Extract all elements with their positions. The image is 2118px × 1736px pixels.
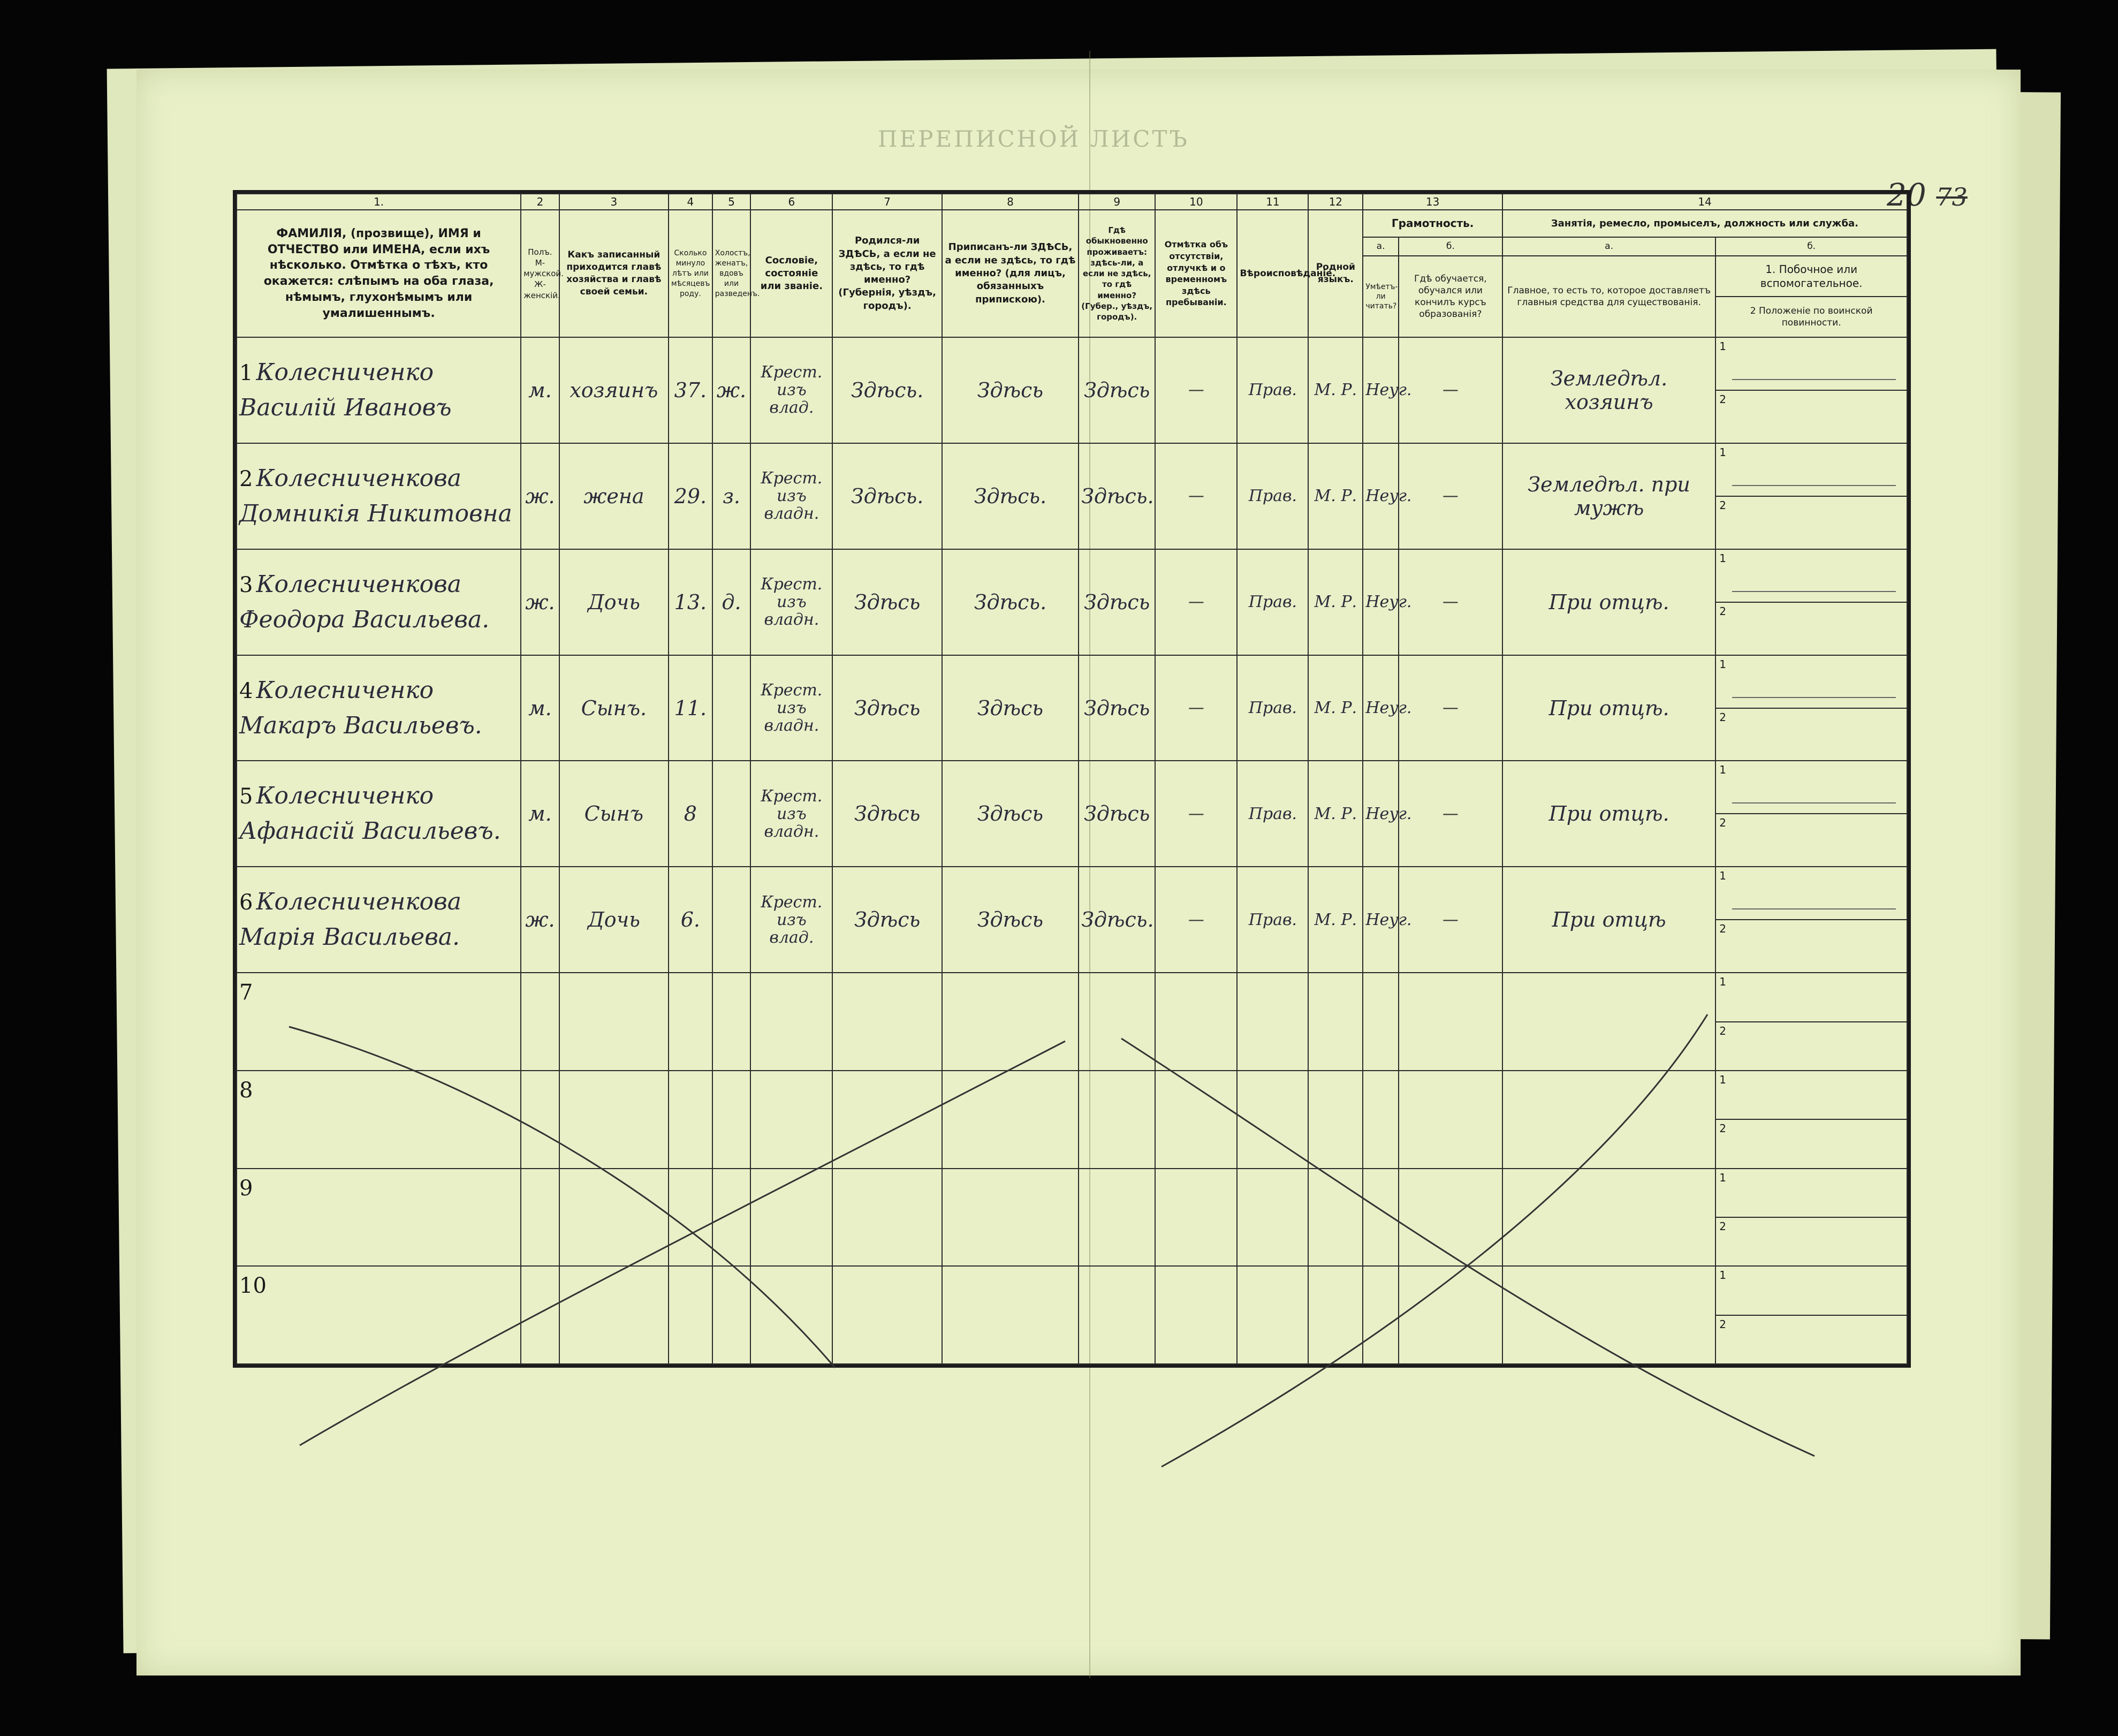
age-cell: 13. (669, 549, 712, 655)
marital-cell (712, 655, 751, 761)
empty-cell (832, 1266, 942, 1364)
secondary-split (1716, 656, 1907, 761)
relation-cell: хозяинъ (559, 337, 669, 443)
header-education: Гдѣ обучается, обучался или кончилъ курсъ образованія? (1399, 256, 1502, 337)
empty-cell (521, 1266, 559, 1364)
subrow-label: 2 (1719, 1219, 1727, 1233)
header-secondary-2: 2 Положеніе по воинской повинности. (1750, 305, 1873, 328)
secondary-split (1716, 761, 1907, 866)
empty-cell (1363, 1071, 1398, 1169)
secondary-occupation-cell (1715, 973, 1907, 1071)
blank-line (1732, 379, 1896, 380)
subrow-label: 1 (1719, 657, 1727, 671)
age-cell: 11. (669, 655, 712, 761)
empty-cell (1155, 1071, 1237, 1169)
secondary-2 (1716, 920, 1907, 972)
marital-cell (712, 867, 751, 973)
literacy-cell: Неуг. (1363, 761, 1398, 867)
subrow-label: 1 (1719, 1073, 1727, 1086)
education-cell: — (1399, 443, 1502, 549)
empty-cell (1237, 1071, 1308, 1169)
header-residence: Гдѣ обыкновенно проживаетъ: здѣсь-ли, а если не здѣсь, то гдѣ именно? (Губер., уѣздъ, городъ). (1079, 210, 1155, 337)
estate-cell: Крест. изъ владн. (750, 549, 832, 655)
residence-cell: Здѣсь (1079, 655, 1155, 761)
given-name: Афанасій Васильевъ. (239, 817, 501, 845)
given-name: Василій Ивановъ (239, 393, 452, 421)
empty-cell (521, 1071, 559, 1169)
empty-table-row (237, 1071, 1907, 1169)
empty-cell (750, 973, 832, 1071)
sex-cell: ж. (521, 443, 559, 549)
header-sex: Полъ. М-мужской. Ж-женскій. (521, 210, 559, 337)
colnum-1: 1. (237, 194, 521, 210)
colnum-14: 14 (1502, 194, 1907, 210)
estate-cell: Крест. изъ владн. (750, 761, 832, 867)
secondary-occupation-cell (1715, 761, 1907, 867)
empty-cell (750, 1266, 832, 1364)
secondary-occupation-cell (1715, 867, 1907, 973)
language-cell: М. Р. (1308, 655, 1363, 761)
secondary-1 (1716, 656, 1907, 709)
secondary-1 (1716, 761, 1907, 814)
person-name (237, 337, 521, 443)
secondary-2 (1716, 709, 1907, 761)
empty-cell (750, 1071, 832, 1169)
person-name (237, 867, 521, 973)
empty-cell (712, 1169, 751, 1267)
empty-cell (712, 1071, 751, 1169)
empty-cell (832, 973, 942, 1071)
empty-cell (942, 1266, 1079, 1364)
birthplace-cell: Здѣсь (832, 867, 942, 973)
secondary-split (1716, 867, 1907, 972)
census-form (233, 190, 1911, 1368)
empty-cell (669, 1169, 712, 1267)
age-cell: 29. (669, 443, 712, 549)
header-name: ФАМИЛІЯ, (прозвище), ИМЯ и ОТЧЕСТВО или ИМЕНА, если ихъ нѣсколько. Отмѣтка о тѣхъ, кто окажется: слѣпымъ на оба глаза, нѣмымъ, глухонѣмымъ или умалишеннымъ. (237, 210, 521, 337)
subrow-label: 2 (1719, 498, 1727, 512)
secondary-1 (1716, 338, 1907, 391)
header-birthplace: Родился-ли ЗДѢСЬ, а если не здѣсь, то гдѣ именно? (Губернія, уѣздъ, городъ). (832, 210, 942, 337)
subrow-label: 2 (1719, 604, 1727, 618)
relation-cell: жена (559, 443, 669, 549)
column-number-row (237, 194, 1907, 210)
census-table (236, 193, 1908, 1364)
row-number: 4 (239, 678, 253, 703)
header-can-read: Умѣетъ-ли читать? (1363, 256, 1398, 337)
empty-cell (1079, 973, 1155, 1071)
subrow-label: 2 (1719, 1317, 1727, 1331)
header-occupation-b-letter: б. (1715, 237, 1907, 256)
residence-cell: Здѣсь (1079, 337, 1155, 443)
marital-cell: ж. (712, 337, 751, 443)
occupation-cell: При отцѣ. (1502, 655, 1715, 761)
header-relation: Какъ записанный приходится главѣ хозяйства и главѣ своей семьи. (559, 210, 669, 337)
age-cell: 8 (669, 761, 712, 867)
colnum-2: 2 (521, 194, 559, 210)
table-row (237, 655, 1907, 761)
subrow-label: 2 (1719, 1122, 1727, 1135)
surname: Колесниченкова (256, 570, 462, 598)
empty-cell (1155, 973, 1237, 1071)
birthplace-cell: Здѣсь. (832, 443, 942, 549)
secondary-1 (1716, 867, 1907, 920)
subrow-label: 1 (1719, 339, 1727, 353)
header-main-occupation: Главное, то есть то, которое доставляетъ главныя средства для существованія. (1502, 256, 1715, 337)
residence-cell: Здѣсь (1079, 761, 1155, 867)
relation-cell: Сынъ. (559, 655, 669, 761)
sex-cell: ж. (521, 867, 559, 973)
header-marital: Холостъ, женатъ, вдовъ или разведенъ. (712, 210, 751, 337)
empty-row-number-cell (237, 1071, 521, 1169)
absence-cell: — (1155, 655, 1237, 761)
religion-cell: Прав. (1237, 443, 1308, 549)
empty-cell (521, 1169, 559, 1267)
surname: Колесниченкова (256, 464, 462, 492)
literacy-cell: Неуг. (1363, 867, 1398, 973)
empty-cell (750, 1169, 832, 1267)
empty-cell (669, 1071, 712, 1169)
empty-cell (942, 1169, 1079, 1267)
religion-cell: Прав. (1237, 761, 1308, 867)
residence-cell: Здѣсь. (1079, 443, 1155, 549)
empty-cell (1237, 1169, 1308, 1267)
estate-cell: Крест. изъ влад. (750, 337, 832, 443)
empty-cell (559, 1266, 669, 1364)
education-cell: — (1399, 655, 1502, 761)
literacy-cell: Неуг. (1363, 549, 1398, 655)
language-cell: М. Р. (1308, 337, 1363, 443)
subrow-label: 1 (1719, 869, 1727, 883)
education-cell: — (1399, 549, 1502, 655)
marital-cell: з. (712, 443, 751, 549)
absence-cell: — (1155, 761, 1237, 867)
empty-cell (1399, 1071, 1502, 1169)
registered-cell: Здѣсь (942, 761, 1079, 867)
secondary-split (1716, 444, 1907, 549)
subrow-label: 2 (1719, 1024, 1727, 1037)
secondary-1 (1716, 444, 1907, 497)
secondary-2 (1716, 391, 1907, 443)
empty-cell (1363, 1266, 1398, 1364)
surname: Колесниченко (256, 782, 434, 810)
sex-cell: м. (521, 655, 559, 761)
estate-cell: Крест. изъ влад. (750, 867, 832, 973)
row-number: 3 (239, 572, 253, 597)
empty-cell (1308, 1266, 1363, 1364)
table-row (237, 337, 1907, 443)
subrow-label: 1 (1719, 1171, 1727, 1184)
registered-cell: Здѣсь. (942, 549, 1079, 655)
empty-cell (1079, 1169, 1155, 1267)
surname: Колесниченкова (256, 888, 462, 916)
birthplace-cell: Здѣсь (832, 655, 942, 761)
empty-cell (559, 1071, 669, 1169)
page-number-struck: 73 (1936, 183, 1968, 211)
empty-table-row (237, 1266, 1907, 1364)
empty-cell (1363, 1169, 1398, 1267)
subrow-label: 2 (1719, 922, 1727, 936)
occupation-cell: При отцѣ. (1502, 761, 1715, 867)
secondary-occupation-cell (1715, 1266, 1907, 1364)
surname: Колесниченко (256, 676, 434, 704)
header-secondary-split (1716, 256, 1907, 337)
secondary-split (1716, 1267, 1907, 1363)
secondary-split (1716, 550, 1907, 655)
occupation-cell: При отцѣ (1502, 867, 1715, 973)
empty-cell (1399, 1169, 1502, 1267)
colnum-12: 12 (1308, 194, 1363, 210)
colnum-7: 7 (832, 194, 942, 210)
empty-cell (1079, 1266, 1155, 1364)
blank-line (1732, 697, 1896, 698)
header-absence: Отмѣтка объ отсутствіи, отлучкѣ и о временномъ здѣсь пребываніи. (1155, 210, 1237, 337)
empty-cell (1399, 1266, 1502, 1364)
secondary-2 (1716, 814, 1907, 866)
occupation-cell: Земледѣл. при мужѣ (1502, 443, 1715, 549)
empty-cell (1502, 1071, 1715, 1169)
subrow-label: 2 (1719, 710, 1727, 724)
secondary-occupation-cell (1715, 1071, 1907, 1169)
empty-cell (942, 973, 1079, 1071)
given-name: Марія Васильева. (239, 923, 460, 951)
empty-cell (1363, 973, 1398, 1071)
birthplace-cell: Здѣсь. (832, 337, 942, 443)
secondary-occupation-cell (1715, 1169, 1907, 1267)
colnum-11: 11 (1237, 194, 1308, 210)
subrow-label: 1 (1719, 551, 1727, 565)
religion-cell: Прав. (1237, 867, 1308, 973)
marital-cell (712, 761, 751, 867)
residence-cell: Здѣсь. (1079, 867, 1155, 973)
absence-cell: — (1155, 337, 1237, 443)
person-name (237, 655, 521, 761)
age-cell: 37. (669, 337, 712, 443)
row-number: 1 (239, 360, 253, 385)
row-number: 7 (239, 980, 253, 1005)
empty-row-number-cell (237, 973, 521, 1071)
subrow-label: 1 (1719, 763, 1727, 777)
secondary-split (1716, 1071, 1907, 1168)
occupation-cell: Земледѣл. хозяинъ (1502, 337, 1715, 443)
blank-line (1732, 591, 1896, 592)
empty-cell (559, 973, 669, 1071)
birthplace-cell: Здѣсь (832, 761, 942, 867)
empty-cell (521, 973, 559, 1071)
education-cell: — (1399, 867, 1502, 973)
header-occupation: Занятія, ремесло, промыселъ, должность или служба. (1502, 210, 1907, 237)
table-row (237, 549, 1907, 655)
empty-cell (1502, 1266, 1715, 1364)
empty-cell (1308, 1169, 1363, 1267)
colnum-5: 5 (712, 194, 751, 210)
empty-cell (712, 1266, 751, 1364)
language-cell: М. Р. (1308, 867, 1363, 973)
blank-line (1732, 802, 1896, 803)
subrow-label: 1 (1719, 445, 1727, 459)
secondary-2 (1716, 1120, 1907, 1168)
registered-cell: Здѣсь (942, 867, 1079, 973)
empty-row-number-cell (237, 1169, 521, 1267)
relation-cell: Дочь (559, 867, 669, 973)
empty-cell (712, 973, 751, 1071)
table-row (237, 443, 1907, 549)
empty-cell (669, 1266, 712, 1364)
relation-cell: Дочь (559, 549, 669, 655)
colnum-6: 6 (750, 194, 832, 210)
empty-cell (559, 1169, 669, 1267)
colnum-10: 10 (1155, 194, 1237, 210)
birthplace-cell: Здѣсь (832, 549, 942, 655)
literacy-cell: Неуг. (1363, 443, 1398, 549)
colnum-3: 3 (559, 194, 669, 210)
residence-cell: Здѣсь (1079, 549, 1155, 655)
surname: Колесниченко (256, 358, 434, 386)
empty-cell (1502, 1169, 1715, 1267)
row-number: 10 (239, 1273, 267, 1299)
person-name (237, 549, 521, 655)
empty-cell (1399, 973, 1502, 1071)
table-row (237, 761, 1907, 867)
marital-cell: д. (712, 549, 751, 655)
empty-cell (1155, 1266, 1237, 1364)
secondary-occupation-cell (1715, 549, 1907, 655)
empty-cell (1237, 1266, 1308, 1364)
sex-cell: м. (521, 337, 559, 443)
relation-cell: Сынъ (559, 761, 669, 867)
registered-cell: Здѣсь (942, 337, 1079, 443)
secondary-occupation-cell (1715, 337, 1907, 443)
header-language: Родной языкъ. (1308, 210, 1363, 337)
age-cell: 6. (669, 867, 712, 973)
secondary-occupation-cell (1715, 443, 1907, 549)
header-religion: Вѣроисповѣданіе. (1237, 210, 1308, 337)
secondary-2 (1716, 497, 1907, 549)
education-cell: — (1399, 337, 1502, 443)
row-number: 9 (239, 1176, 253, 1201)
language-cell: М. Р. (1308, 761, 1363, 867)
secondary-2 (1716, 1218, 1907, 1265)
empty-cell (1308, 1071, 1363, 1169)
header-estate: Сословіе, состояніе или званіе. (750, 210, 832, 337)
table-row (237, 867, 1907, 973)
religion-cell: Прав. (1237, 549, 1308, 655)
secondary-2 (1716, 1022, 1907, 1070)
estate-cell: Крест. изъ владн. (750, 443, 832, 549)
education-cell: — (1399, 761, 1502, 867)
secondary-1 (1716, 550, 1907, 603)
given-name: Домникія Никитовна (239, 499, 512, 527)
header-row (237, 210, 1907, 237)
row-number: 6 (239, 890, 253, 915)
header-secondary-occupation (1715, 256, 1907, 337)
subrow-label: 2 (1719, 816, 1727, 830)
colnum-9: 9 (1079, 194, 1155, 210)
empty-cell (1155, 1169, 1237, 1267)
secondary-1 (1716, 1071, 1907, 1120)
empty-row-number-cell (237, 1266, 521, 1364)
blank-line (1732, 908, 1896, 909)
empty-cell (942, 1071, 1079, 1169)
colnum-8: 8 (942, 194, 1079, 210)
header-secondary-1: 1. Побочное или вспомогательное. (1716, 256, 1907, 297)
person-name (237, 443, 521, 549)
estate-cell: Крест. изъ владн. (750, 655, 832, 761)
absence-cell: — (1155, 867, 1237, 973)
row-number: 5 (239, 784, 253, 809)
empty-table-row (237, 1169, 1907, 1267)
subrow-label: 2 (1719, 392, 1727, 406)
header-registered: Приписанъ-ли ЗДѢСЬ, а если не здѣсь, то гдѣ именно? (для лицъ, обязанныхъ припискою). (942, 210, 1079, 337)
given-name: Макаръ Васильевъ. (239, 711, 482, 739)
empty-cell (1502, 973, 1715, 1071)
secondary-2 (1716, 1316, 1907, 1363)
header-occupation-a-letter: а. (1502, 237, 1715, 256)
language-cell: М. Р. (1308, 549, 1363, 655)
empty-cell (669, 973, 712, 1071)
secondary-split (1716, 973, 1907, 1070)
religion-cell: Прав. (1237, 655, 1308, 761)
registered-cell: Здѣсь (942, 655, 1079, 761)
literacy-cell: Неуг. (1363, 655, 1398, 761)
secondary-split (1716, 1169, 1907, 1266)
religion-cell: Прав. (1237, 337, 1308, 443)
row-number: 8 (239, 1078, 253, 1103)
absence-cell: — (1155, 443, 1237, 549)
empty-table-row (237, 973, 1907, 1071)
page-number-current: 20 (1887, 177, 1926, 213)
colnum-4: 4 (669, 194, 712, 210)
language-cell: М. Р. (1308, 443, 1363, 549)
empty-cell (832, 1071, 942, 1169)
header-literacy: Грамотность. (1363, 210, 1502, 237)
registered-cell: Здѣсь. (942, 443, 1079, 549)
empty-cell (1079, 1071, 1155, 1169)
occupation-cell: При отцѣ. (1502, 549, 1715, 655)
faint-heading: ПЕРЕПИСНОЙ ЛИСТЪ (878, 126, 1189, 152)
colnum-13: 13 (1363, 194, 1502, 210)
secondary-2 (1716, 603, 1907, 655)
row-number: 2 (239, 466, 253, 491)
subrow-label: 1 (1719, 975, 1727, 989)
subrow-label: 1 (1719, 1269, 1727, 1282)
secondary-split (1716, 338, 1907, 443)
absence-cell: — (1155, 549, 1237, 655)
header-literacy-a-letter: а. (1363, 237, 1398, 256)
empty-cell (1308, 973, 1363, 1071)
secondary-1 (1716, 1169, 1907, 1218)
literacy-cell: Неуг. (1363, 337, 1398, 443)
blank-line (1732, 485, 1896, 486)
header-age: Сколько минуло лѣтъ или мѣсяцевъ роду. (669, 210, 712, 337)
given-name: Феодора Васильева. (239, 605, 490, 633)
secondary-occupation-cell (1715, 655, 1907, 761)
header-literacy-b-letter: б. (1399, 237, 1502, 256)
empty-cell (1237, 973, 1308, 1071)
person-name (237, 761, 521, 867)
sex-cell: ж. (521, 549, 559, 655)
sex-cell: м. (521, 761, 559, 867)
census-rows (237, 337, 1907, 1364)
secondary-1 (1716, 1267, 1907, 1315)
secondary-1 (1716, 973, 1907, 1022)
empty-cell (832, 1169, 942, 1267)
